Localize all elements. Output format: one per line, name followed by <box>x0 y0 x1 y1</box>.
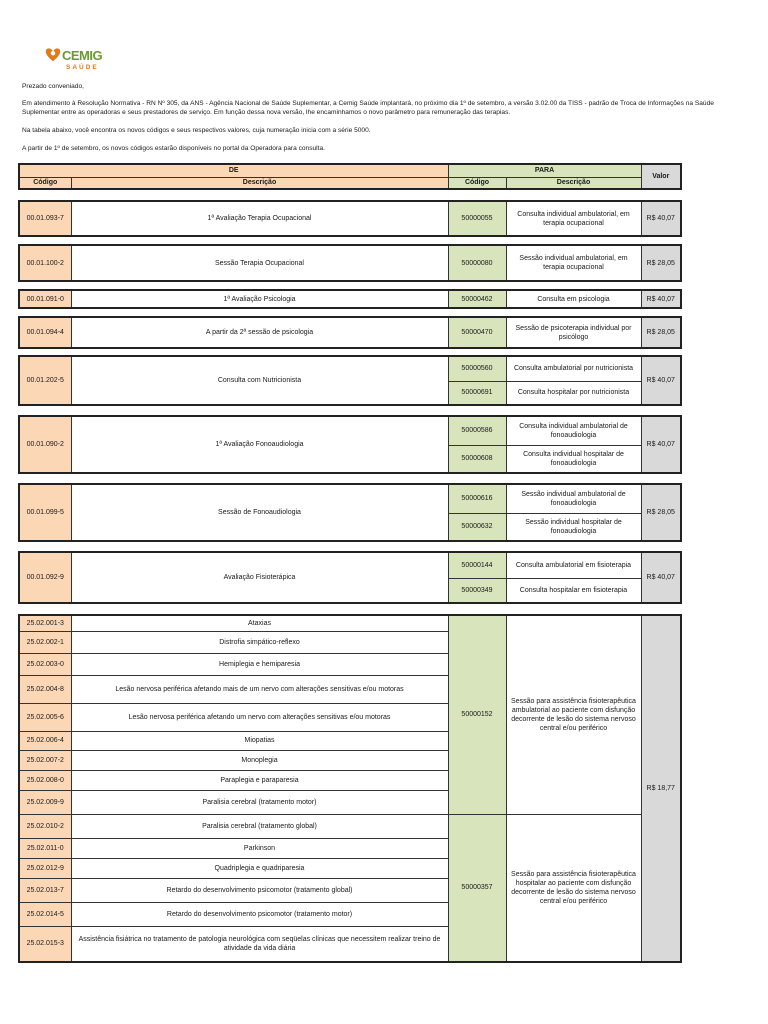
de-desc: Miopatias <box>71 731 448 750</box>
de-desc: Ataxias <box>71 615 448 631</box>
para-desc: Consulta hospitalar por nutricionista <box>506 381 641 405</box>
header-valor: Valor <box>641 164 681 189</box>
para-code-ambulatorial: 50000152 <box>448 615 506 814</box>
group-table <box>18 289 682 309</box>
table-row <box>19 416 681 445</box>
de-desc: Retardo do desenvolvimento psicomotor (tratamento motor) <box>71 902 448 926</box>
de-code: 25.02.007-2 <box>19 750 71 770</box>
de-desc: 1ª Avaliação Fonoaudiologia <box>71 416 448 473</box>
para-code: 50000349 <box>448 578 506 603</box>
de-code: 25.02.009-9 <box>19 790 71 814</box>
intro-paragraph-3: A partir de 1º de setembro, os novos códigos estarão disponíveis no portal da Operadora para consulta. <box>22 145 325 152</box>
table-row <box>19 290 681 308</box>
para-desc: Consulta individual ambulatorial, em terapia ocupacional <box>506 201 641 236</box>
de-desc: Quadriplegia e quadriparesia <box>71 858 448 878</box>
de-code: 00.01.099-5 <box>19 484 71 541</box>
table-row <box>19 245 681 281</box>
value-cell: R$ 28,05 <box>641 317 681 348</box>
de-code: 00.01.092-9 <box>19 552 71 603</box>
para-code: 50000691 <box>448 381 506 405</box>
value-cell: R$ 40,07 <box>641 356 681 405</box>
logo-sub: SAÚDE <box>66 64 99 71</box>
table-row <box>19 317 681 348</box>
de-code: 25.02.001-3 <box>19 615 71 631</box>
de-code: 25.02.014-5 <box>19 902 71 926</box>
table-row <box>19 814 681 838</box>
group-table <box>18 316 682 349</box>
para-code: 50000560 <box>448 356 506 381</box>
de-desc: Lesão nervosa periférica afetando mais de um nervo com alterações sensitivas e/ou motoras <box>71 675 448 703</box>
table-row <box>19 356 681 381</box>
greeting: Prezado conveniado, <box>22 83 84 90</box>
de-code: 25.02.012-9 <box>19 858 71 878</box>
logo-brand: CEMIG <box>62 48 103 63</box>
heart-key-icon <box>44 46 62 64</box>
value-cell: R$ 40,07 <box>641 290 681 308</box>
de-desc: Distrofia simpático-reflexo <box>71 631 448 653</box>
table-row <box>19 552 681 578</box>
de-desc: Paralisia cerebral (tratamento motor) <box>71 790 448 814</box>
para-desc: Sessão individual hospitalar de fonoaudiologia <box>506 513 641 541</box>
para-code: 50000462 <box>448 290 506 308</box>
para-desc-ambulatorial: Sessão para assistência fisioterapêutica ambulatorial ao paciente com disfunção decorrente de lesão do sistema nervoso central e/ou periférico <box>506 615 641 814</box>
intro-paragraph-1: Em atendimento à Resolução Normativa - RN Nº 305, da ANS - Agência Nacional de Saúde Suplementar, a Cemig Saúde implantará, no próximo dia 1º de setembro, a versão 3.02.00 da TISS - padrão de Troca de Informações na Saúde Suplementar entre as operadoras e seus prestadores de serviço. Em função dessa nova versão, lhe encaminhamos o novo parâmetro para remuneração das terapias. <box>22 100 714 116</box>
value-cell: R$ 28,05 <box>641 245 681 281</box>
de-desc: Parkinson <box>71 838 448 858</box>
de-code: 25.02.008-0 <box>19 770 71 790</box>
header-para: PARA <box>448 164 641 177</box>
de-code: 25.02.011-0 <box>19 838 71 858</box>
para-desc: Consulta individual ambulatorial de fonoaudiologia <box>506 416 641 445</box>
para-code: 50000144 <box>448 552 506 578</box>
de-desc: A partir da 2ª sessão de psicologia <box>71 317 448 348</box>
de-desc: Paraplegia e paraparesia <box>71 770 448 790</box>
para-code: 50000055 <box>448 201 506 236</box>
de-desc: Paralisia cerebral (tratamento global) <box>71 814 448 838</box>
para-code: 50000632 <box>448 513 506 541</box>
table-row <box>19 484 681 513</box>
de-desc: 1ª Avaliação Psicologia <box>71 290 448 308</box>
cemig-saude-logo <box>44 44 114 76</box>
para-code: 50000608 <box>448 445 506 473</box>
de-code: 25.02.002-1 <box>19 631 71 653</box>
de-desc: Avaliação Fisioterápica <box>71 552 448 603</box>
value-cell: R$ 40,07 <box>641 201 681 236</box>
para-desc: Consulta hospitalar em fisioterapia <box>506 578 641 603</box>
de-code: 00.01.091-0 <box>19 290 71 308</box>
para-code-hospitalar: 50000357 <box>448 814 506 962</box>
fisio-table <box>18 614 682 963</box>
de-code: 00.01.100-2 <box>19 245 71 281</box>
de-code: 00.01.090-2 <box>19 416 71 473</box>
para-code: 50000616 <box>448 484 506 513</box>
intro-paragraph-2: Na tabela abaixo, você encontra os novos códigos e seus respectivos valores, cuja numeração inicia com a série 5000. <box>22 127 371 134</box>
de-code: 25.02.010-2 <box>19 814 71 838</box>
de-desc: Monoplegia <box>71 750 448 770</box>
group-table <box>18 200 682 237</box>
de-code: 00.01.094-4 <box>19 317 71 348</box>
de-desc: Retardo do desenvolvimento psicomotor (tratamento global) <box>71 878 448 902</box>
value-cell: R$ 28,05 <box>641 484 681 541</box>
de-desc: Consulta com Nutricionista <box>71 356 448 405</box>
de-code: 00.01.093-7 <box>19 201 71 236</box>
para-desc: Sessão de psicoterapia individual por psicólogo <box>506 317 641 348</box>
group-table <box>18 551 682 604</box>
de-desc: Assistência fisiátrica no tratamento de patologia neurológica com seqüelas clínicas que necessitem realizar treino de atividade da vida diária <box>71 926 448 962</box>
header-codigo-de: Código <box>19 177 71 189</box>
header-descricao-para: Descrição <box>506 177 641 189</box>
table-row <box>19 201 681 236</box>
de-code: 25.02.003-0 <box>19 653 71 675</box>
group-table <box>18 355 682 406</box>
para-code: 50000080 <box>448 245 506 281</box>
value-cell: R$ 40,07 <box>641 416 681 473</box>
para-code: 50000470 <box>448 317 506 348</box>
para-desc: Consulta ambulatorial em fisioterapia <box>506 552 641 578</box>
de-code: 25.02.015-3 <box>19 926 71 962</box>
para-desc: Sessão individual ambulatorial de fonoaudiologia <box>506 484 641 513</box>
header-table <box>18 163 682 190</box>
para-desc-hospitalar: Sessão para assistência fisioterapêutica hospitalar ao paciente com disfunção decorrente de lesão do sistema nervoso central e/ou periférico <box>506 814 641 962</box>
de-code: 25.02.013-7 <box>19 878 71 902</box>
para-desc: Consulta em psicologia <box>506 290 641 308</box>
table-row <box>19 615 681 631</box>
de-code: 00.01.202-5 <box>19 356 71 405</box>
para-desc: Consulta individual hospitalar de fonoaudiologia <box>506 445 641 473</box>
value-cell: R$ 40,07 <box>641 552 681 603</box>
de-desc: Sessão de Fonoaudiologia <box>71 484 448 541</box>
group-table <box>18 483 682 542</box>
de-code: 25.02.004-8 <box>19 675 71 703</box>
group-table <box>18 244 682 282</box>
de-desc: 1ª Avaliação Terapia Ocupacional <box>71 201 448 236</box>
de-desc: Lesão nervosa periférica afetando um nervo com alterações sensitivas e/ou motoras <box>71 703 448 731</box>
group-table <box>18 415 682 474</box>
para-desc: Consulta ambulatorial por nutricionista <box>506 356 641 381</box>
header-descricao-de: Descrição <box>71 177 448 189</box>
de-desc: Sessão Terapia Ocupacional <box>71 245 448 281</box>
header-de: DE <box>19 164 448 177</box>
para-desc: Sessão individual ambulatorial, em terapia ocupacional <box>506 245 641 281</box>
de-code: 25.02.005-6 <box>19 703 71 731</box>
de-code: 25.02.006-4 <box>19 731 71 750</box>
header-codigo-para: Código <box>448 177 506 189</box>
value-cell: R$ 18,77 <box>641 615 681 962</box>
para-code: 50000586 <box>448 416 506 445</box>
de-desc: Hemiplegia e hemiparesia <box>71 653 448 675</box>
